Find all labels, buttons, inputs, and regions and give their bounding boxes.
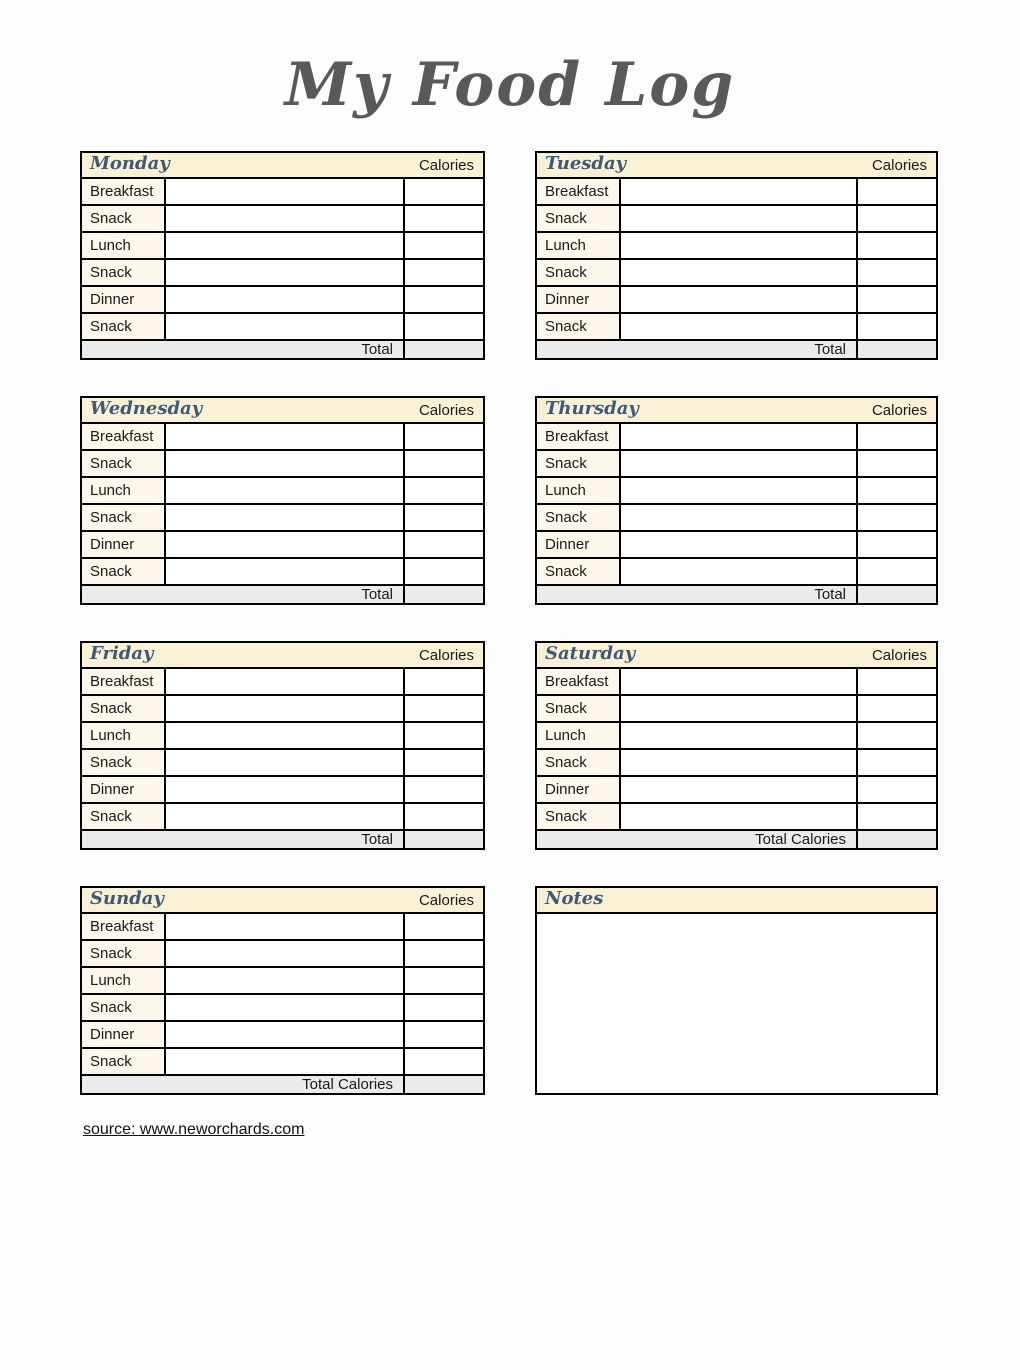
meal-label: Dinner [537,532,621,557]
meal-label: Snack [537,314,621,339]
meal-label: Breakfast [537,669,621,694]
meal-entry-cell[interactable] [166,532,405,557]
meal-calories-cell[interactable] [858,424,936,449]
day-name: Wednesday [90,398,203,419]
meal-row [537,723,936,750]
meal-row [82,804,483,831]
meal-calories-cell[interactable] [405,995,483,1020]
calories-column-header: Calories [418,156,474,174]
meal-row [537,287,936,314]
meal-row [82,750,483,777]
meal-row [82,424,483,451]
total-calories-cell[interactable] [405,586,483,603]
total-label: Total [82,831,405,848]
meal-row [82,478,483,505]
meal-label: Snack [82,941,166,966]
meal-entry-cell[interactable] [621,804,858,829]
meal-calories-cell[interactable] [858,179,936,204]
meal-entry-cell[interactable] [166,424,405,449]
meal-entry-cell[interactable] [621,559,858,584]
meal-row [82,233,483,260]
meal-entry-cell[interactable] [166,287,405,312]
meal-row [537,696,936,723]
meal-entry-cell[interactable] [621,233,858,258]
notes-entry-area[interactable] [537,914,936,1093]
meal-calories-cell[interactable] [405,478,483,503]
meal-entry-cell[interactable] [166,1022,405,1047]
meal-calories-cell[interactable] [858,559,936,584]
meal-row [537,314,936,341]
meal-calories-cell[interactable] [405,314,483,339]
total-row [537,341,936,358]
meal-calories-cell[interactable] [858,260,936,285]
meal-entry-cell[interactable] [166,478,405,503]
meal-label: Snack [82,260,166,285]
meal-entry-cell[interactable] [166,968,405,993]
meal-calories-cell[interactable] [405,233,483,258]
meal-label: Breakfast [82,179,166,204]
meal-calories-cell[interactable] [405,968,483,993]
meal-label: Snack [82,314,166,339]
meal-calories-cell[interactable] [858,750,936,775]
meal-calories-cell[interactable] [858,505,936,530]
day-name: Thursday [545,398,639,419]
day-header [82,398,483,424]
meal-label: Snack [537,750,621,775]
meal-row [82,777,483,804]
meal-label: Snack [82,559,166,584]
meal-calories-cell[interactable] [858,804,936,829]
total-label: Total Calories [537,831,858,848]
day-header [537,643,936,669]
meal-calories-cell[interactable] [858,723,936,748]
meal-entry-cell[interactable] [166,505,405,530]
meal-label: Dinner [82,777,166,802]
meal-entry-cell[interactable] [621,505,858,530]
meal-label: Snack [537,451,621,476]
page-title: My Food Log [284,50,736,120]
day-header [82,888,483,914]
day-card-thursday [535,396,938,605]
meal-entry-cell[interactable] [621,750,858,775]
meal-label: Lunch [82,968,166,993]
day-card-friday [80,641,485,850]
day-name: Monday [90,153,170,174]
meal-row [537,260,936,287]
meal-row [82,451,483,478]
meal-label: Lunch [82,478,166,503]
meal-calories-cell[interactable] [405,559,483,584]
meal-row [82,179,483,206]
meal-label: Dinner [82,532,166,557]
meal-entry-cell[interactable] [621,424,858,449]
meal-calories-cell[interactable] [858,696,936,721]
meal-entry-cell[interactable] [166,669,405,694]
meal-row [82,206,483,233]
day-header [537,153,936,179]
meal-calories-cell[interactable] [858,777,936,802]
meal-calories-cell[interactable] [858,233,936,258]
meal-label: Snack [537,206,621,231]
meal-label: Lunch [82,233,166,258]
meal-label: Snack [82,804,166,829]
meal-rows [537,669,936,831]
meal-calories-cell[interactable] [858,532,936,557]
meal-row [537,669,936,696]
meal-entry-cell[interactable] [621,478,858,503]
meal-calories-cell[interactable] [405,941,483,966]
meal-row [537,750,936,777]
meal-row [537,804,936,831]
meal-entry-cell[interactable] [621,179,858,204]
meal-entry-cell[interactable] [621,206,858,231]
meal-entry-cell[interactable] [166,914,405,939]
meal-row [82,1049,483,1076]
meal-row [82,941,483,968]
meal-entry-cell[interactable] [166,941,405,966]
total-row [82,831,483,848]
meal-row [537,559,936,586]
calories-column-header: Calories [418,646,474,664]
total-calories-cell[interactable] [405,341,483,358]
meal-rows [82,669,483,831]
meal-label: Dinner [537,287,621,312]
meal-row [82,968,483,995]
day-card-wednesday [80,396,485,605]
meal-label: Snack [537,804,621,829]
meal-row [537,532,936,559]
meal-entry-cell[interactable] [621,314,858,339]
meal-rows [82,914,483,1076]
meal-calories-cell[interactable] [858,478,936,503]
meal-row [537,206,936,233]
meal-entry-cell[interactable] [621,696,858,721]
meal-entry-cell[interactable] [621,532,858,557]
day-name: Tuesday [545,153,627,174]
meal-row [82,1022,483,1049]
meal-calories-cell[interactable] [858,314,936,339]
meal-row [537,424,936,451]
meal-row [82,559,483,586]
meal-calories-cell[interactable] [858,206,936,231]
meal-row [82,505,483,532]
meal-calories-cell[interactable] [858,669,936,694]
meal-entry-cell[interactable] [166,804,405,829]
meal-label: Snack [82,995,166,1020]
meal-label: Snack [537,696,621,721]
calories-column-header: Calories [871,156,927,174]
meal-entry-cell[interactable] [166,451,405,476]
meal-label: Dinner [82,287,166,312]
meal-entry-cell[interactable] [166,314,405,339]
total-label: Total Calories [82,1076,405,1093]
meal-label: Breakfast [82,424,166,449]
meal-rows [537,424,936,586]
meal-row [82,260,483,287]
meal-entry-cell[interactable] [166,260,405,285]
meal-label: Snack [82,206,166,231]
meal-calories-cell[interactable] [858,451,936,476]
meal-label: Dinner [537,777,621,802]
day-card-tuesday [535,151,938,360]
meal-calories-cell[interactable] [405,696,483,721]
meal-rows [82,179,483,341]
day-name: Friday [90,643,154,664]
meal-entry-cell[interactable] [166,723,405,748]
meal-label: Breakfast [82,914,166,939]
meal-calories-cell[interactable] [405,669,483,694]
meal-label: Lunch [537,233,621,258]
meal-row [82,995,483,1022]
meal-calories-cell[interactable] [405,914,483,939]
meal-label: Snack [537,260,621,285]
meal-label: Snack [82,451,166,476]
meal-entry-cell[interactable] [621,451,858,476]
meal-entry-cell[interactable] [621,723,858,748]
meal-entry-cell[interactable] [166,179,405,204]
meal-label: Snack [82,505,166,530]
meal-calories-cell[interactable] [405,505,483,530]
total-row [82,341,483,358]
meal-label: Lunch [82,723,166,748]
meal-calories-cell[interactable] [858,287,936,312]
notes-header [537,888,936,914]
meal-entry-cell[interactable] [166,696,405,721]
day-card-saturday [535,641,938,850]
meal-row [537,505,936,532]
day-header [82,643,483,669]
meal-row [82,723,483,750]
meal-row [82,532,483,559]
notes-title: Notes [545,888,604,909]
total-label: Total [537,586,858,603]
meal-rows [82,424,483,586]
total-label: Total [82,341,405,358]
meal-entry-cell[interactable] [166,206,405,231]
total-calories-cell[interactable] [858,341,936,358]
meal-entry-cell[interactable] [166,995,405,1020]
meal-entry-cell[interactable] [166,750,405,775]
meal-label: Snack [82,1049,166,1074]
meal-calories-cell[interactable] [405,260,483,285]
meal-label: Lunch [537,723,621,748]
meal-row [82,914,483,941]
day-card-sunday [80,886,485,1095]
meal-label: Snack [82,750,166,775]
meal-entry-cell[interactable] [621,287,858,312]
meal-entry-cell[interactable] [166,233,405,258]
calories-column-header: Calories [418,891,474,909]
meal-calories-cell[interactable] [405,206,483,231]
total-calories-cell[interactable] [858,831,936,848]
meal-row [82,287,483,314]
source-link[interactable]: source: www.neworchards.com [83,1121,305,1138]
total-calories-cell[interactable] [405,831,483,848]
meal-label: Breakfast [82,669,166,694]
meal-entry-cell[interactable] [621,669,858,694]
calories-column-header: Calories [871,401,927,419]
meal-label: Breakfast [537,179,621,204]
meal-calories-cell[interactable] [405,1049,483,1074]
meal-calories-cell[interactable] [405,1022,483,1047]
meal-calories-cell[interactable] [405,179,483,204]
total-label: Total [82,586,405,603]
total-row [82,586,483,603]
meal-entry-cell[interactable] [621,777,858,802]
calories-column-header: Calories [418,401,474,419]
day-name: Saturday [545,643,636,664]
total-row [537,586,936,603]
meal-calories-cell[interactable] [405,451,483,476]
meal-label: Snack [537,559,621,584]
meal-label: Breakfast [537,424,621,449]
meal-row [82,696,483,723]
meal-calories-cell[interactable] [405,804,483,829]
week-grid [80,151,938,1095]
meal-row [537,478,936,505]
meal-row [537,179,936,206]
meal-label: Snack [537,505,621,530]
total-calories-cell[interactable] [405,1076,483,1093]
meal-calories-cell[interactable] [405,723,483,748]
calories-column-header: Calories [871,646,927,664]
notes-card [535,886,938,1095]
meal-rows [537,179,936,341]
meal-calories-cell[interactable] [405,287,483,312]
meal-row [537,451,936,478]
meal-calories-cell[interactable] [405,424,483,449]
meal-label: Snack [82,696,166,721]
meal-entry-cell[interactable] [166,1049,405,1074]
day-header [537,398,936,424]
meal-row [82,669,483,696]
meal-row [537,777,936,804]
day-header [82,153,483,179]
total-calories-cell[interactable] [858,586,936,603]
total-label: Total [537,341,858,358]
meal-calories-cell[interactable] [405,532,483,557]
meal-row [82,314,483,341]
meal-label: Lunch [537,478,621,503]
meal-label: Dinner [82,1022,166,1047]
total-row [537,831,936,848]
meal-calories-cell[interactable] [405,777,483,802]
day-name: Sunday [90,888,164,909]
meal-calories-cell[interactable] [405,750,483,775]
meal-entry-cell[interactable] [166,559,405,584]
day-card-monday [80,151,485,360]
meal-entry-cell[interactable] [621,260,858,285]
total-row [82,1076,483,1093]
meal-entry-cell[interactable] [166,777,405,802]
meal-row [537,233,936,260]
